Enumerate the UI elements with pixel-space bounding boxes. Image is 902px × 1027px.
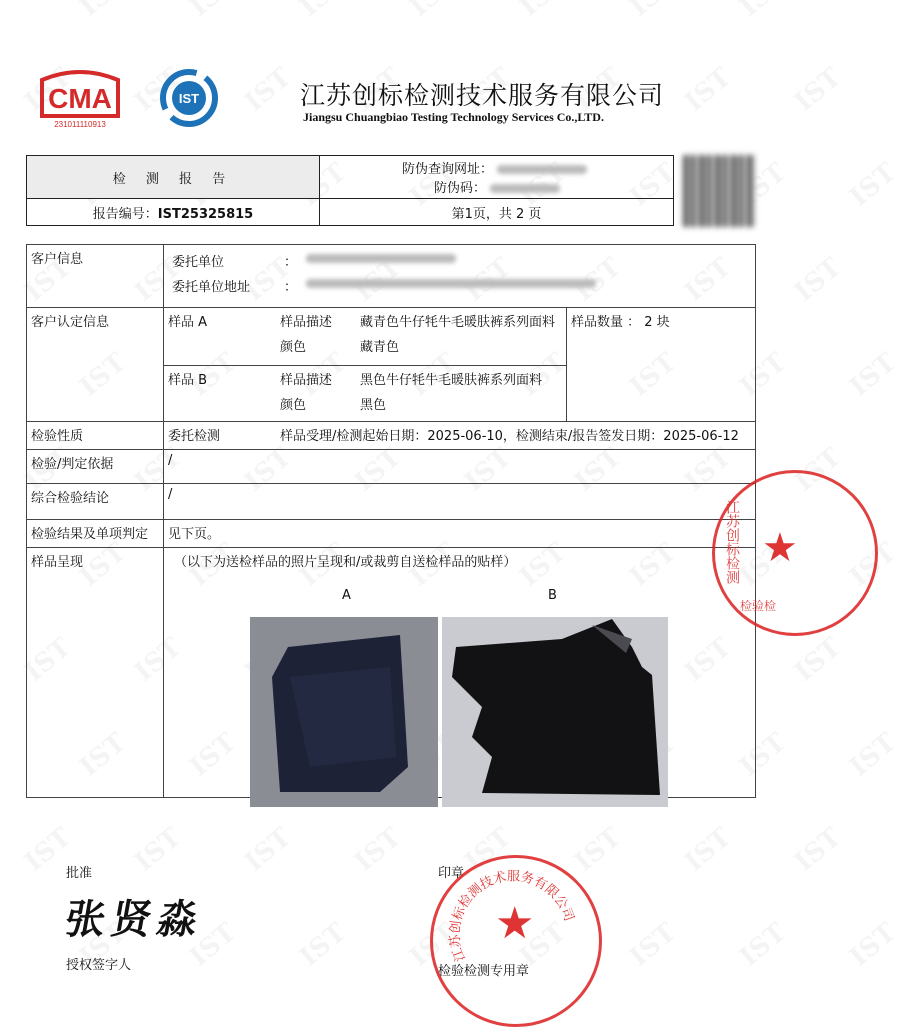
presentation-label: 样品呈现 — [27, 548, 164, 798]
signer-label: 授权签字人 — [66, 958, 132, 973]
cma-logo — [36, 70, 124, 130]
sample-b-desc-label: 样品描述 — [280, 373, 333, 388]
cma-logo-text: CMA — [48, 83, 112, 114]
sample-b-cell — [164, 366, 567, 422]
ist-logo — [156, 68, 222, 128]
sample-b-desc: 黑色牛仔牦牛毛暖肤裤系列面料 — [360, 373, 543, 388]
blurred-address — [306, 279, 596, 288]
cma-number: 231011110913 — [54, 120, 106, 129]
sample-a-cell — [164, 308, 567, 366]
stamp-star-icon: ★ — [495, 898, 535, 949]
anti-fake-url-label: 防伪查询网址： — [402, 162, 494, 177]
blurred-url — [497, 165, 587, 174]
watermark-text — [515, 0, 573, 23]
report-title: 检 测 报 告 — [27, 156, 320, 199]
sample-b-photo — [442, 617, 668, 807]
watermark-text — [350, 822, 408, 877]
watermark-text — [625, 0, 683, 23]
watermark-text — [0, 0, 22, 23]
nature-cell — [164, 422, 756, 450]
watermark-text — [790, 822, 848, 877]
report-number: IST25325815 — [157, 206, 254, 222]
client-info-cell — [164, 245, 756, 308]
blurred-code — [490, 184, 560, 193]
sample-b-color: 黑色 — [360, 398, 387, 413]
watermark-text — [845, 157, 902, 212]
report-number-label: 报告编号： — [92, 206, 158, 222]
watermark-text — [240, 62, 298, 117]
watermark-text — [295, 0, 353, 23]
client-section-label: 客户信息 — [27, 245, 164, 308]
samples-section-label: 客户认定信息 — [27, 308, 164, 422]
nature-label: 检验性质 — [27, 422, 164, 450]
colon: ： — [284, 255, 298, 270]
result-label: 检验结果及单项判定 — [27, 520, 164, 548]
watermark-text — [240, 822, 298, 877]
watermark-text — [405, 0, 463, 23]
report-header-table — [26, 155, 674, 226]
stamp-text: 江苏创标检测技术服务有限公司 — [447, 869, 577, 964]
watermark-text — [735, 917, 793, 972]
sample-a-color-label: 颜色 — [280, 340, 307, 355]
approve-label: 批准 — [66, 866, 93, 881]
page-info: 第1页，共 2 页 — [320, 199, 674, 226]
sample-a-color: 藏青色 — [360, 340, 400, 355]
watermark-text — [75, 0, 133, 23]
company-name-cn: 江苏创标检测技术服务有限公司 — [300, 81, 665, 110]
sample-a-name: 样品 A — [168, 315, 208, 330]
blurred-entrust — [306, 254, 456, 263]
address-label: 委托单位地址 — [172, 280, 251, 295]
watermark-text — [845, 917, 902, 972]
qr-code — [683, 155, 755, 227]
watermark-text — [295, 917, 353, 972]
sample-quantity-cell: 样品数量 ： 2 块 — [567, 308, 756, 422]
watermark-text — [185, 0, 243, 23]
signature: 张贤淼 — [61, 896, 208, 943]
conclusion-value: / — [164, 484, 756, 520]
watermark-text — [735, 0, 793, 23]
company-name-en: Jiangsu Chuangbiao Testing Technology Services Co.,LTD. — [303, 110, 604, 124]
sample-a-desc: 藏青色牛仔牦牛毛暖肤裤系列面料 — [360, 315, 556, 330]
conclusion-label: 综合检验结论 — [27, 484, 164, 520]
watermark-text — [845, 727, 902, 782]
ist-logo-text: IST — [178, 91, 200, 106]
sample-b-color-label: 颜色 — [280, 398, 307, 413]
side-stamp-star-icon: ★ — [762, 525, 798, 571]
entrust-label: 委托单位 — [172, 255, 225, 270]
watermark-text — [625, 917, 683, 972]
watermark-text — [130, 822, 188, 877]
photo-a-label: A — [342, 588, 351, 603]
dates-text: 样品受理/检测起始日期：2025-06-10，检测结束/报告签发日期：2025-06-12 — [280, 429, 739, 444]
sample-quantity-value: 2 块 — [644, 315, 670, 330]
watermark-text — [845, 347, 902, 402]
result-value: 见下页。 — [164, 520, 756, 548]
report-number-cell — [27, 199, 320, 226]
sample-quantity-label: 样品数量 — [571, 315, 624, 330]
seal-label: 印章 — [438, 866, 465, 881]
basis-value: / — [164, 450, 756, 484]
seal-caption: 检验检测专用章 — [438, 964, 530, 979]
watermark-text — [790, 632, 848, 687]
presentation-note: （以下为送检样品的照片呈现和/或裁剪自送检样品的贴样） — [174, 555, 517, 570]
sample-a-desc-label: 样品描述 — [280, 315, 333, 330]
watermark-text — [680, 822, 738, 877]
watermark-text — [680, 62, 738, 117]
sample-a-photo — [250, 617, 438, 807]
watermark-text — [790, 252, 848, 307]
basis-label: 检验/判定依据 — [27, 450, 164, 484]
nature-value: 委托检测 — [168, 429, 221, 444]
sample-b-name: 样品 B — [168, 373, 208, 388]
side-stamp-caption: 检验检 — [740, 599, 777, 613]
anti-fake-code-label: 防伪码： — [434, 181, 487, 196]
side-stamp-text: 江苏创标检测 — [724, 500, 740, 584]
colon: ： — [284, 280, 298, 295]
photo-b-label: B — [548, 588, 557, 603]
watermark-text — [790, 62, 848, 117]
anti-fake-cell — [320, 156, 674, 199]
